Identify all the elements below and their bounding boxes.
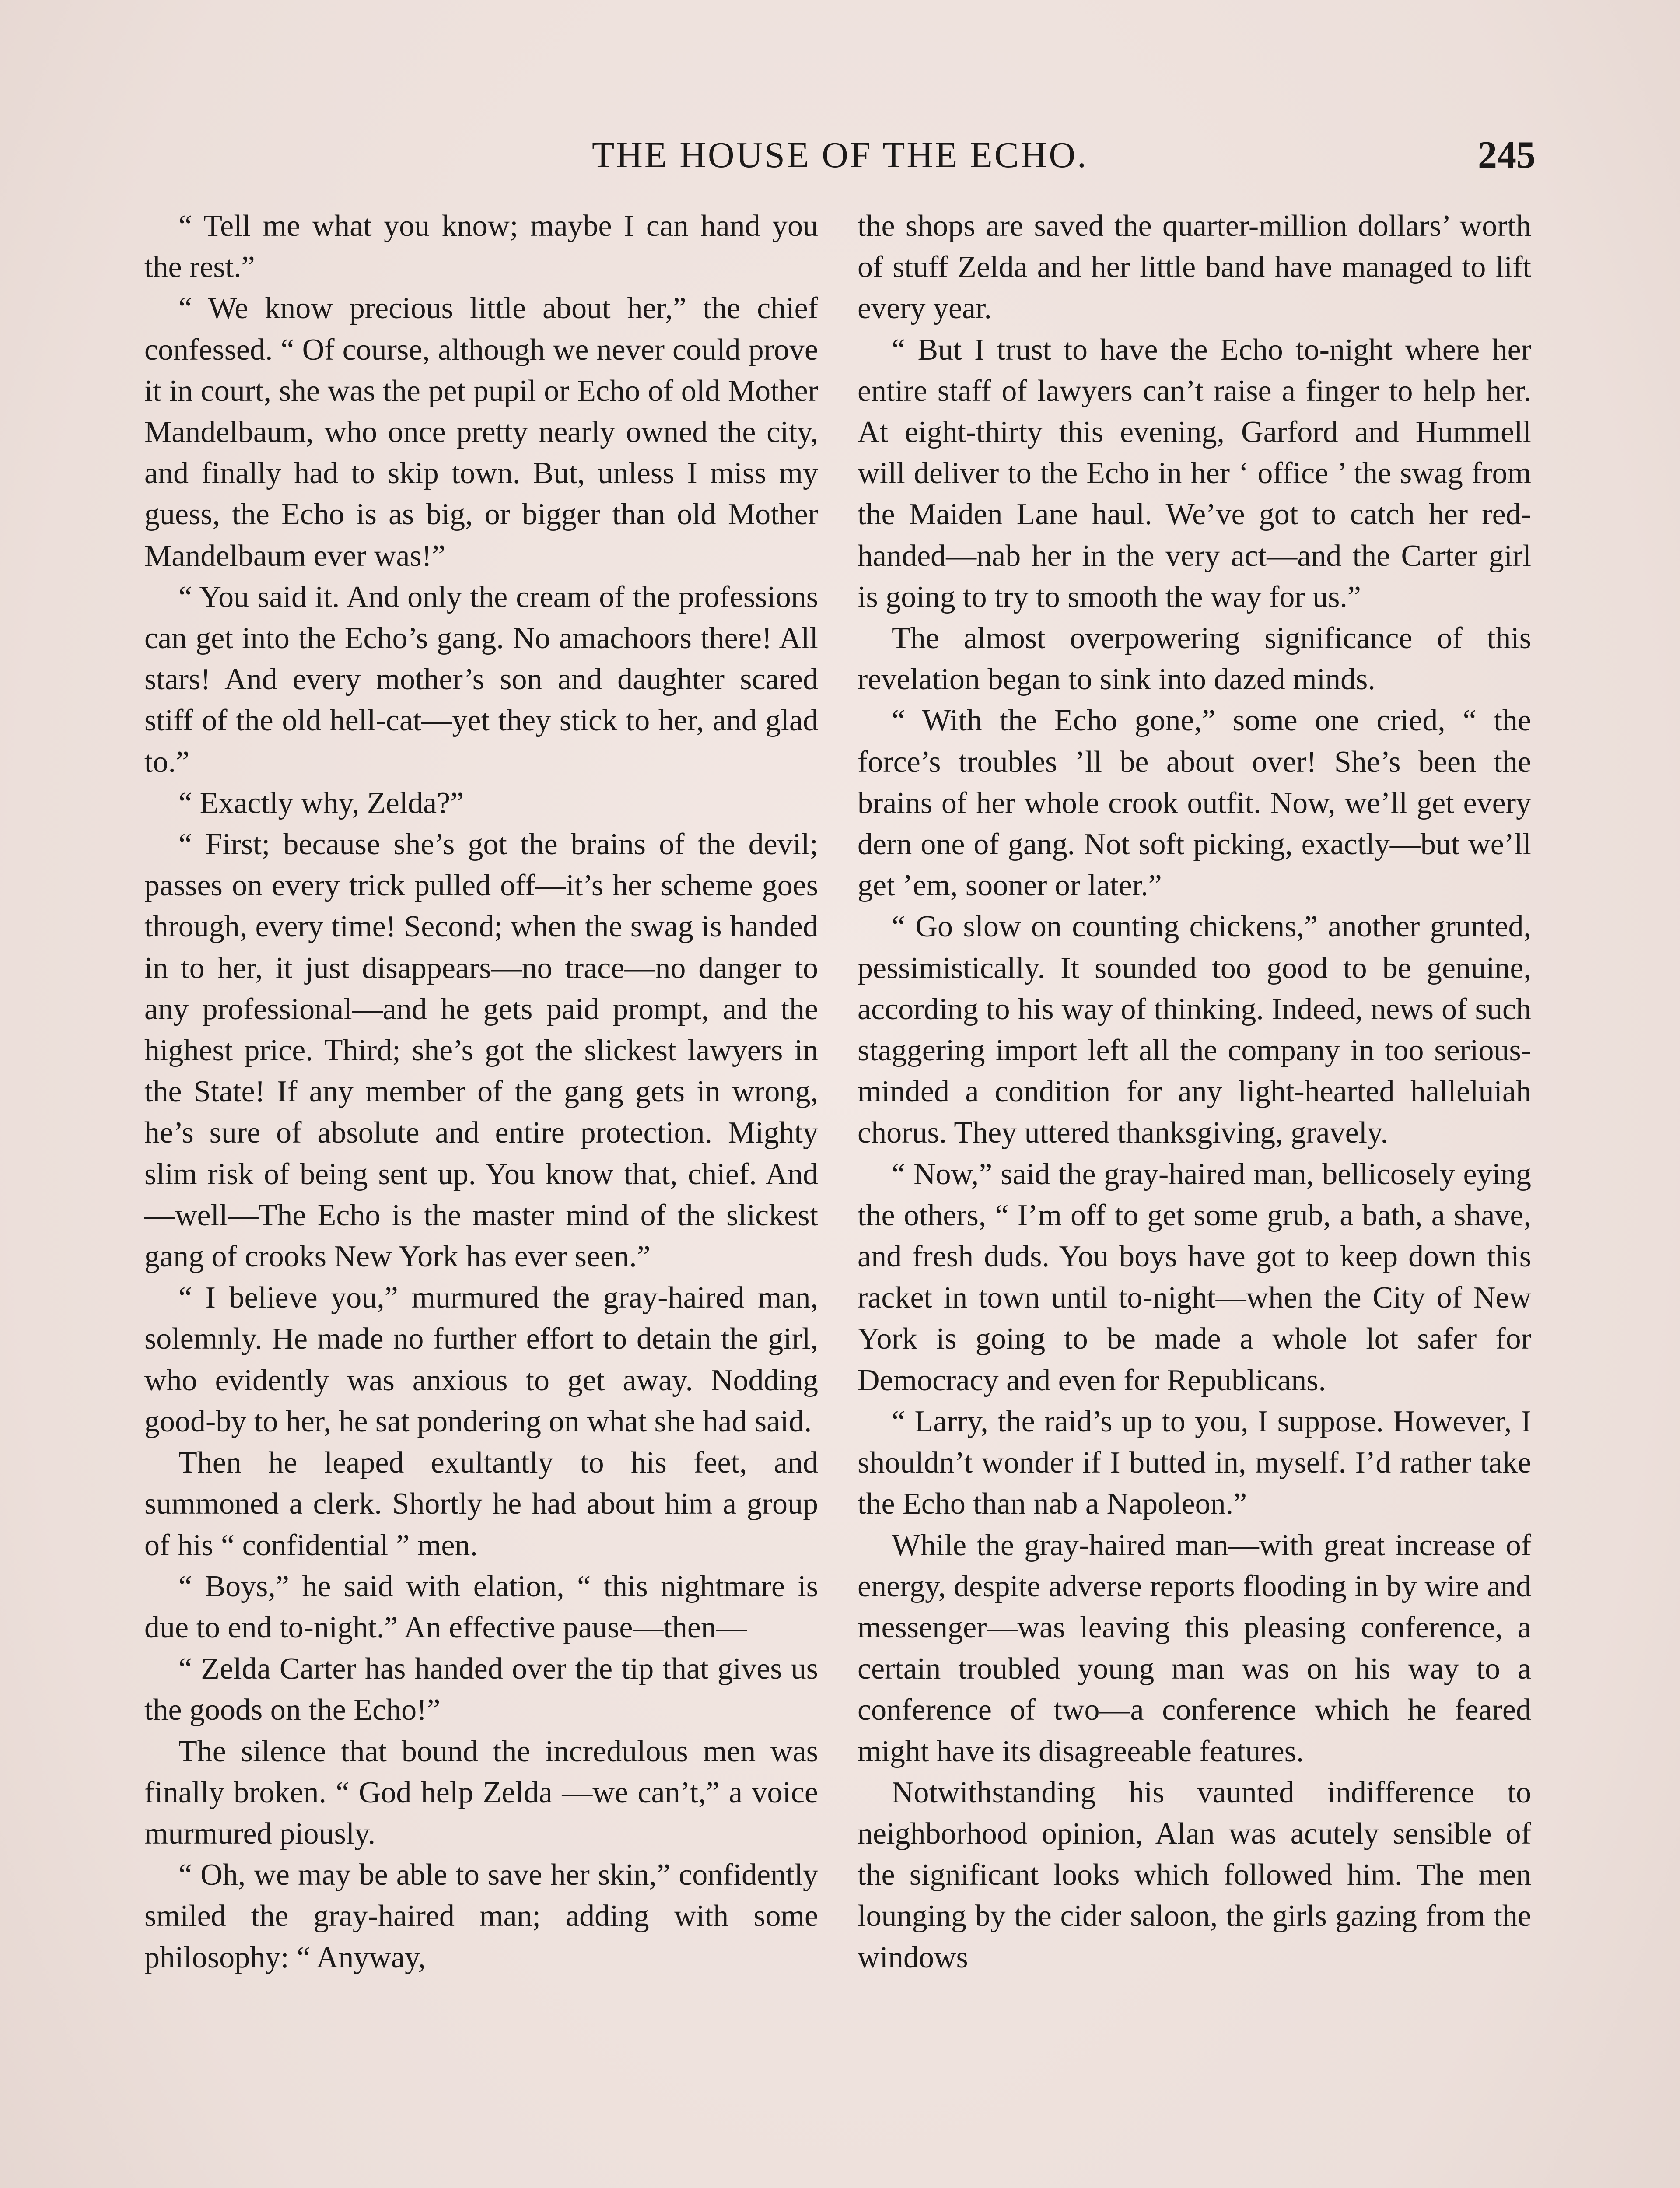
paragraph: The almost overpowering significance of this revelation began to sink into dazed minds. (858, 621, 1531, 697)
paragraph: “ We know precious little about her,” the chief confessed. “ Of course, although we never could prove it in court, she was the pet pupil or Echo of old Mother Mandelbaum, who once pretty nearly owned the city, and finally had to skip town. But, unless I miss my guess, the Echo is as big, or bigger than old Mother Mandelbaum ever was!” (144, 291, 818, 573)
paragraph: “ I believe you,” murmured the gray-haired man, solemnly. He made no further effort to detain the girl, who evidently was anxious to get away. Nodding good-by to her, he sat pondering on what she had said. (144, 1281, 818, 1438)
paragraph: “ Tell me what you know; maybe I can hand you the rest.” (144, 209, 818, 284)
paragraph: “ Larry, the raid’s up to you, I suppose. However, I shouldn’t wonder if I butted in, myself. I’d rather take the Echo than nab a Napoleon.” (858, 1404, 1531, 1521)
paragraph: “ Oh, we may be able to save her skin,” confidently smiled the gray-haired man; adding with some philosophy: “ Anyway, (144, 1858, 818, 1974)
page-number: 245 (1478, 134, 1536, 176)
paragraph: “ But I trust to have the Echo to-night where her entire staff of lawyers can’t raise a finger to help her. At eight-thirty this evening, Garford and Hummell will deliver to the Echo in her ‘ office ’ the swag from the Maiden Lane haul. We’ve got to catch her red-handed—nab her in the very act—and the Carter girl is going to try to smooth the way for us.” (858, 333, 1531, 614)
page-header (144, 131, 1536, 179)
paragraph: “ First; because she’s got the brains of the devil; passes on every trick pulled off—it’s her scheme goes through, every time! Second; when the swag is handed in to her, it just disappears—no trace—no danger to any professional—and he gets paid prompt, and the highest price. Third; she’s got the slickest lawyers in the State! If any member of the gang gets in wrong, he’s sure of absolute and entire protection. Mighty slim risk of being sent up. You know that, chief. And—well—The Echo is the master mind of the slickest gang of crooks New York has ever seen.” (144, 828, 818, 1274)
right-column (858, 206, 1531, 2188)
paragraph: “ You said it. And only the cream of the professions can get into the Echo’s gang. No amachoors there! All stars! And every mother’s son and daughter scared stiff of the old hell-cat—yet they stick to her, and glad to.” (144, 580, 818, 779)
paragraph: “ Now,” said the gray-haired man, bellicosely eying the others, “ I’m off to get some grub, a bath, a shave, and fresh duds. You boys have got to keep down this racket in town until to-night—when the City of New York is going to be made a whole lot safer for Democracy and even for Republicans. (858, 1157, 1531, 1397)
left-column (144, 206, 818, 2188)
paragraph: Notwithstanding his vaunted indifference to neighborhood opinion, Alan was acutely sensible of the significant looks which followed him. The men lounging by the cider saloon, the girls gazing from the windows (858, 1775, 1531, 1974)
paragraph: While the gray-haired man—with great increase of energy, despite adverse reports flooding in by wire and messenger—was leaving this pleasing conference, a certain troubled young man was on his way to a conference of two—a conference which he feared might have its disagreeable features. (858, 1528, 1531, 1768)
paragraph: “ Zelda Carter has handed over the tip that gives us the goods on the Echo!” (144, 1652, 818, 1727)
paragraph: “ With the Echo gone,” some one cried, “ the force’s troubles ’ll be about over! She’s been the brains of her whole crook outfit. Now, we’ll get every dern one of gang. Not soft picking, exactly—but we’ll get ’em, sooner or later.” (858, 704, 1531, 903)
paragraph-continued: the shops are saved the quarter-million dollars’ worth of stuff Zelda and her little band have managed to lift every year. (858, 209, 1531, 326)
paragraph: “ Boys,” he said with elation, “ this nightmare is due to end to-night.” An effective pause—then— (144, 1569, 818, 1645)
paragraph: “ Exactly why, Zelda?” (178, 786, 464, 820)
running-title: THE HOUSE OF THE ECHO. (592, 135, 1088, 175)
paragraph: Then he leaped exultantly to his feet, and summoned a clerk. Shortly he had about him a group of his “ confidential ” men. (144, 1446, 818, 1562)
paragraph: The silence that bound the incredulous men was finally broken. “ God help Zelda —we can’t,” a voice murmured piously. (144, 1734, 818, 1851)
paragraph: “ Go slow on counting chickens,” another grunted, pessimistically. It sounded too good to be genuine, according to his way of thinking. Indeed, news of such staggering import left all the company in too serious-minded a condition for any light-hearted halleluiah chorus. They uttered thanksgiving, gravely. (858, 910, 1531, 1150)
